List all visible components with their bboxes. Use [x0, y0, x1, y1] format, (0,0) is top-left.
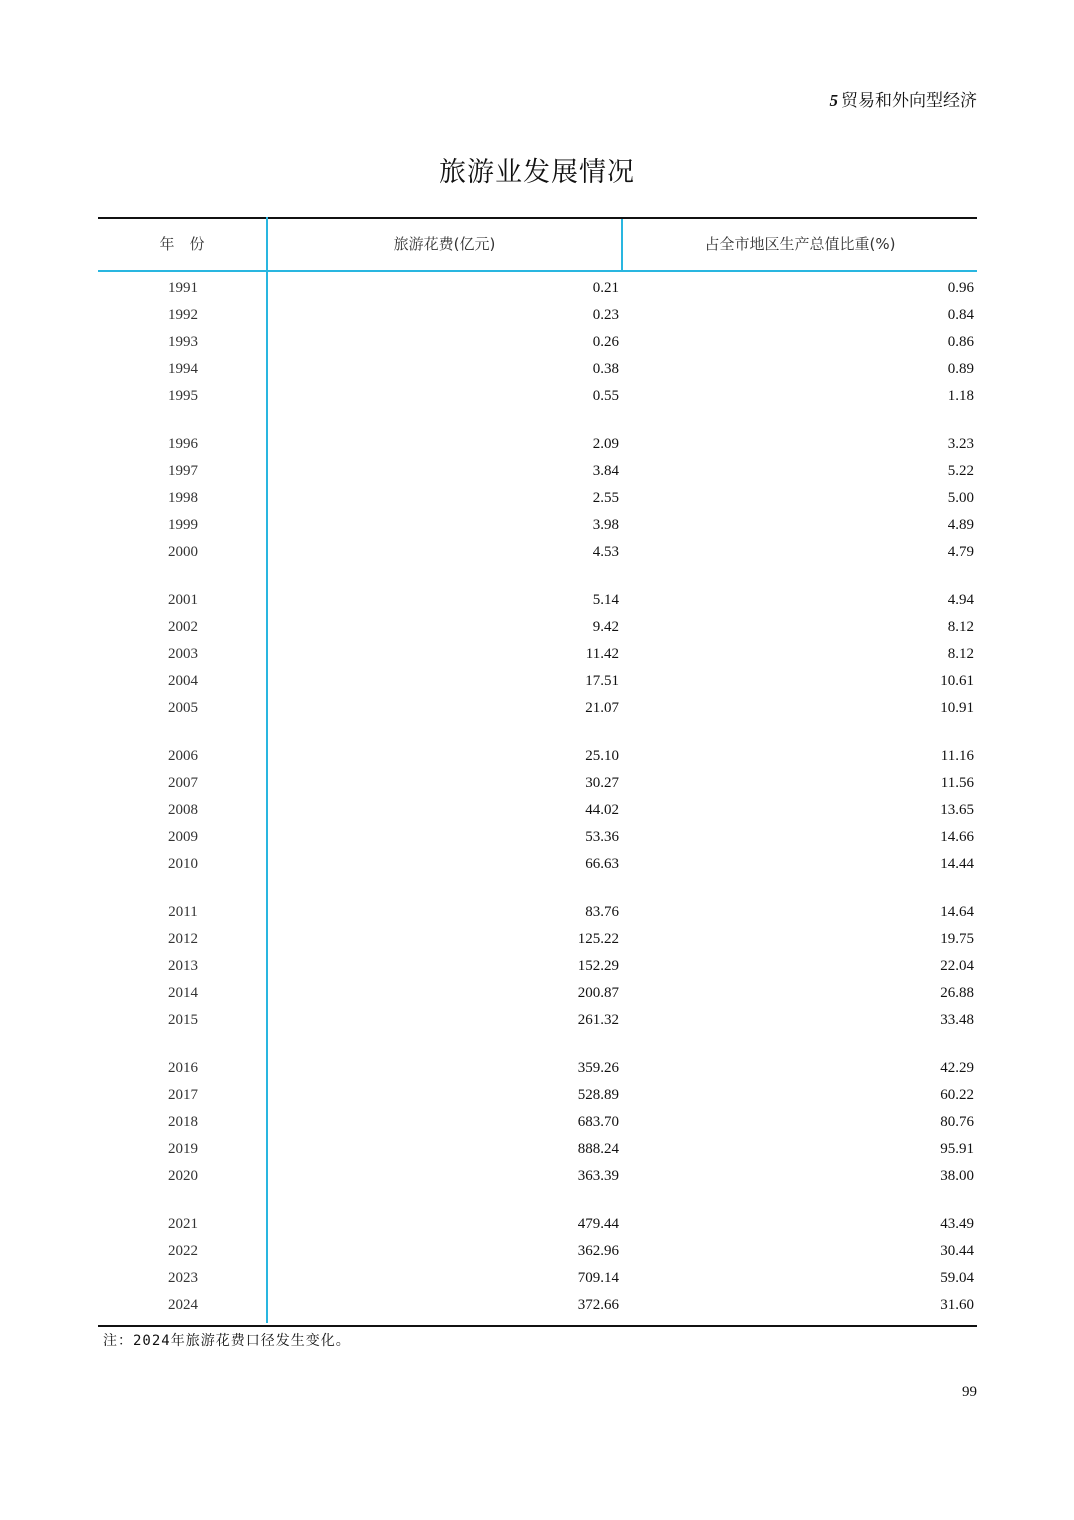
year-cell: 2015 — [168, 1011, 198, 1028]
table-row — [98, 695, 977, 722]
gdp-share-cell: 38.00 — [940, 1167, 974, 1184]
year-cell: 1998 — [168, 489, 198, 506]
gdp-share-cell: 19.75 — [940, 930, 974, 947]
table-row — [98, 614, 977, 641]
gdp-share-cell: 1.18 — [947, 387, 974, 404]
gdp-share-cell: 4.94 — [947, 592, 974, 608]
table-row — [98, 512, 977, 539]
year-cell: 2016 — [168, 1060, 198, 1076]
year-cell: 1995 — [168, 387, 198, 404]
spending-cell: 11.42 — [585, 645, 619, 662]
year-cell: 1993 — [168, 333, 198, 350]
gdp-share-cell: 22.04 — [940, 957, 974, 974]
spending-cell: 125.22 — [577, 930, 619, 947]
gdp-share-cell: 4.79 — [947, 543, 974, 560]
table-row — [98, 797, 977, 824]
year-cell: 2003 — [168, 645, 198, 662]
gdp-share-cell: 11.56 — [940, 774, 974, 791]
chapter-header — [830, 86, 978, 111]
table-row — [98, 899, 977, 926]
year-cell: 2018 — [168, 1113, 198, 1130]
header-divider — [621, 219, 623, 270]
spending-cell: 152.29 — [577, 957, 619, 974]
gdp-share-cell: 11.16 — [940, 748, 974, 764]
gdp-share-cell: 43.49 — [940, 1216, 974, 1232]
spending-cell: 2.55 — [592, 489, 619, 506]
table-row — [98, 1265, 977, 1292]
spending-cell: 9.42 — [592, 618, 619, 635]
gdp-share-cell: 14.64 — [940, 904, 974, 920]
table-row — [98, 1163, 977, 1190]
table-header — [98, 219, 977, 272]
spending-cell: 0.26 — [592, 333, 619, 350]
table-row — [98, 1055, 977, 1082]
spending-cell: 359.26 — [577, 1060, 619, 1076]
table-body — [98, 272, 977, 1325]
spending-cell: 3.98 — [592, 516, 619, 533]
spending-cell: 0.55 — [592, 387, 619, 404]
year-cell: 2020 — [168, 1167, 198, 1184]
year-cell: 1996 — [168, 436, 198, 452]
year-cell: 2024 — [168, 1296, 198, 1313]
gdp-share-cell: 13.65 — [940, 801, 974, 818]
spending-cell: 528.89 — [577, 1086, 619, 1103]
spending-cell: 17.51 — [585, 672, 619, 689]
gdp-share-cell: 80.76 — [940, 1113, 974, 1130]
year-cell: 2017 — [168, 1086, 198, 1103]
gdp-share-cell: 0.89 — [947, 360, 974, 377]
year-column-divider — [266, 217, 268, 1323]
year-cell: 2007 — [168, 774, 198, 791]
year-cell: 2012 — [168, 930, 198, 947]
table-row — [98, 587, 977, 614]
spending-cell: 44.02 — [585, 801, 619, 818]
table-row — [98, 458, 977, 485]
spending-cell: 709.14 — [577, 1269, 619, 1286]
spending-cell: 5.14 — [592, 592, 619, 608]
spending-cell: 30.27 — [585, 774, 619, 791]
gdp-share-cell: 42.29 — [940, 1060, 974, 1076]
spending-cell: 66.63 — [585, 855, 619, 872]
table-row — [98, 383, 977, 410]
spending-cell: 3.84 — [592, 462, 619, 479]
table-row — [98, 926, 977, 953]
year-cell: 2014 — [168, 984, 198, 1001]
gdp-share-cell: 26.88 — [940, 984, 974, 1001]
gdp-share-cell: 59.04 — [940, 1269, 974, 1286]
table-row — [98, 953, 977, 980]
spending-cell: 21.07 — [585, 699, 619, 716]
year-cell: 1997 — [168, 462, 198, 479]
spending-cell: 362.96 — [577, 1242, 619, 1259]
table-row — [98, 356, 977, 383]
gdp-share-cell: 95.91 — [940, 1140, 974, 1157]
table-row — [98, 1109, 977, 1136]
spending-cell: 83.76 — [585, 904, 619, 920]
gdp-share-cell: 10.61 — [940, 672, 974, 689]
table-row — [98, 668, 977, 695]
table-row — [98, 851, 977, 878]
spending-cell: 363.39 — [577, 1167, 619, 1184]
page-title: 旅游业发展情况 — [439, 157, 635, 188]
year-cell: 2022 — [168, 1242, 198, 1259]
spending-cell: 2.09 — [592, 436, 619, 452]
table-row — [98, 1007, 977, 1034]
year-cell: 2010 — [168, 855, 198, 872]
spending-cell: 200.87 — [577, 984, 619, 1001]
gdp-share-cell: 3.23 — [947, 436, 974, 452]
gdp-share-cell: 31.60 — [940, 1296, 974, 1313]
gdp-share-cell: 5.22 — [947, 462, 974, 479]
gdp-share-cell: 5.00 — [947, 489, 974, 506]
table-row — [98, 1136, 977, 1163]
spending-cell: 4.53 — [592, 543, 619, 560]
table-row — [98, 1238, 977, 1265]
spending-cell: 261.32 — [577, 1011, 619, 1028]
year-cell: 2019 — [168, 1140, 198, 1157]
chapter-number: 5 — [829, 91, 838, 110]
year-cell: 2004 — [168, 672, 198, 689]
year-cell: 2011 — [168, 904, 198, 920]
footnote: 注：2024年旅游花费口径发生变化。 — [103, 1333, 351, 1349]
table-row — [98, 1292, 977, 1319]
gdp-share-cell: 14.66 — [940, 828, 974, 845]
year-cell: 2021 — [168, 1216, 198, 1232]
spending-cell: 0.38 — [592, 360, 619, 377]
year-cell: 1991 — [168, 280, 198, 296]
year-cell: 2005 — [168, 699, 198, 716]
spending-cell: 0.23 — [592, 306, 619, 323]
gdp-share-cell: 30.44 — [940, 1242, 974, 1259]
year-cell: 2009 — [168, 828, 198, 845]
gdp-share-cell: 14.44 — [940, 855, 974, 872]
year-cell: 1999 — [168, 516, 198, 533]
table-row — [98, 641, 977, 668]
year-cell: 2000 — [168, 543, 198, 560]
gdp-share-cell: 8.12 — [947, 645, 974, 662]
tourism-table — [98, 217, 977, 1327]
table-bottom-rule — [98, 1325, 977, 1327]
table-row — [98, 980, 977, 1007]
gdp-share-cell: 4.89 — [947, 516, 974, 533]
spending-cell: 479.44 — [577, 1216, 619, 1232]
table-row — [98, 302, 977, 329]
table-row — [98, 743, 977, 770]
year-cell: 2023 — [168, 1269, 198, 1286]
column-header-spending: 旅游花费(亿元) — [393, 235, 496, 253]
year-cell: 2006 — [168, 748, 198, 764]
gdp-share-cell: 33.48 — [940, 1011, 974, 1028]
spending-cell: 888.24 — [577, 1140, 619, 1157]
year-cell: 2001 — [168, 592, 198, 608]
table-row — [98, 431, 977, 458]
year-cell: 2013 — [168, 957, 198, 974]
table-row — [98, 275, 977, 302]
table-row — [98, 1211, 977, 1238]
table-row — [98, 329, 977, 356]
table-row — [98, 824, 977, 851]
gdp-share-cell: 60.22 — [940, 1086, 974, 1103]
gdp-share-cell: 0.84 — [947, 306, 974, 323]
page-number: 99 — [962, 1384, 977, 1400]
year-cell: 2002 — [168, 618, 198, 635]
gdp-share-cell: 10.91 — [940, 699, 974, 716]
column-header-gdp-share: 占全市地区生产总值比重(%) — [704, 235, 896, 253]
table-row — [98, 539, 977, 566]
year-cell: 2008 — [168, 801, 198, 818]
spending-cell: 372.66 — [577, 1296, 619, 1313]
gdp-share-cell: 0.86 — [947, 333, 974, 350]
spending-cell: 53.36 — [585, 828, 619, 845]
table-row — [98, 770, 977, 797]
gdp-share-cell: 8.12 — [947, 618, 974, 635]
spending-cell: 683.70 — [577, 1113, 619, 1130]
spending-cell: 25.10 — [585, 748, 619, 764]
table-row — [98, 1082, 977, 1109]
column-header-year: 年 份 — [159, 235, 205, 253]
chapter-title: 贸易和外向型经济 — [841, 91, 977, 111]
year-cell: 1994 — [168, 360, 198, 377]
table-row — [98, 485, 977, 512]
year-cell: 1992 — [168, 306, 198, 323]
gdp-share-cell: 0.96 — [947, 280, 974, 296]
spending-cell: 0.21 — [592, 280, 619, 296]
